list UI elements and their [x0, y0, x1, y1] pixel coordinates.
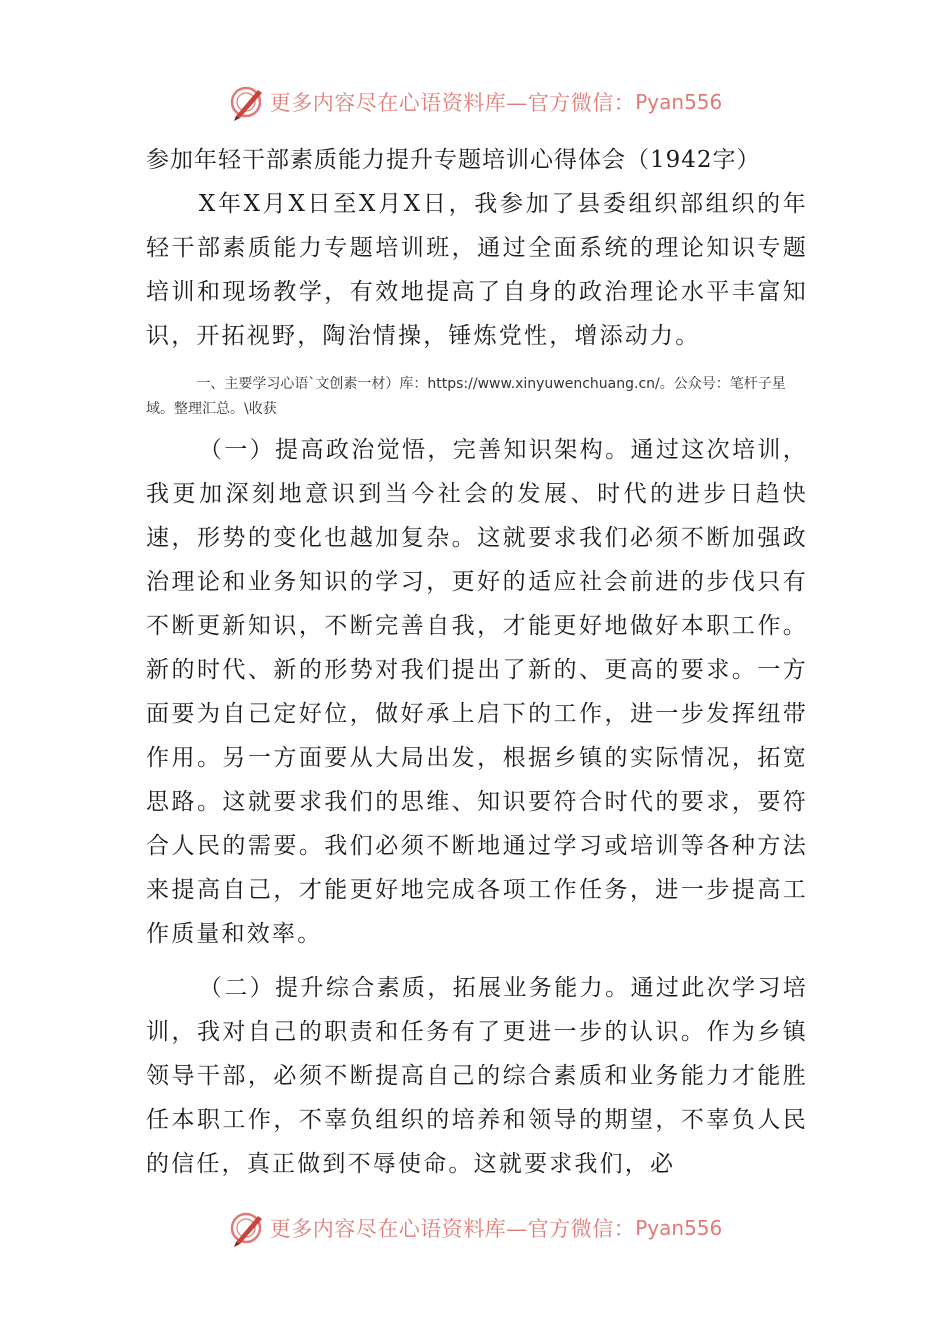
footer-banner [0, 1206, 950, 1250]
watermark-note: 一、主要学习心语`文创素一材）库：https://www.xinyuwenchuang.cn/。公众号：笔杆子星域。整理汇总。\收获 [146, 376, 786, 417]
intro-paragraph: X年X月X日至X月X日，我参加了县委组织部组织的年轻干部素质能力专题培训班，通过全面系统的理论知识专题培训和现场教学，有效地提高了自身的政治理论水平丰富知识，开拓视野，陶治情操，锤炼党性，增添动力。 [146, 191, 808, 349]
banner-wechat-id: Pyan556 [635, 90, 723, 114]
pen-logo-icon [228, 82, 268, 122]
banner-text: 更多内容尽在心语资料库—官方微信： [269, 1217, 636, 1241]
document-body [146, 140, 808, 1186]
section-1-paragraph: （一）提高政治觉悟，完善知识架构。通过这次培训，我更加深刻地意识到当今社会的发展、时代的进步日趋快速，形势的变化也越加复杂。这就要求我们必须不断加强政治理论和业务知识的学习，更好的适应社会前进的步伐只有不断更新知识，不断完善自我，才能更好地做好本职工作。新的时代、新的形势对我们提出了新的、更高的要求。一方面要为自己定好位，做好承上启下的工作，进一步发挥纽带作用。另一方面要从大局出发，根据乡镇的实际情况，拓宽思路。这就要求我们的思维、知识要符合时代的要求，要符合人民的需要。我们必须不断地通过学习或培训等各种方法来提高自己，才能更好地完成各项工作任务，进一步提高工作质量和效率。 [146, 437, 808, 947]
banner-wechat-id: Pyan556 [635, 1216, 723, 1240]
section-2-paragraph: （二）提升综合素质，拓展业务能力。通过此次学习培训，我对自己的职责和任务有了更进一步的认识。作为乡镇领导干部，必须不断提高自己的综合素质和业务能力才能胜任本职工作，不辜负组织的培养和领导的期望，不辜负人民的信任，真正做到不辱使命。这就要求我们，必 [146, 975, 808, 1177]
pen-logo-icon [228, 1208, 268, 1248]
document-title: 参加年轻干部素质能力提升专题培训心得体会（1942字） [146, 147, 761, 173]
banner-text: 更多内容尽在心语资料库—官方微信： [269, 91, 636, 115]
header-banner [0, 80, 950, 124]
